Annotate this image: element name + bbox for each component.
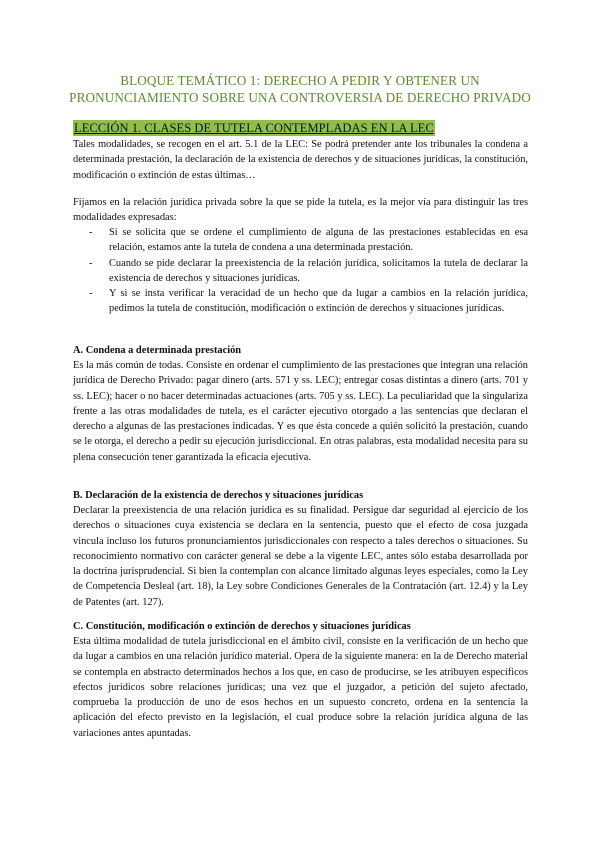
title-line-1: BLOQUE TEMÁTICO 1: DERECHO A PEDIR Y OBTENER UN	[120, 73, 480, 88]
relation-paragraph: Fijamos en la relación jurídica privada sobre la que se pide la tutela, es la mejor vía para distinguir las tres modalidades expresadas:	[73, 197, 528, 224]
list-item-text: Y si se insta verificar la veracidad de un hecho que da lugar a cambios en la relación jurídica, pedimos la tutela de constitución, modificación o extinción de derechos y situaciones jurídicas.	[109, 288, 528, 315]
bullet-dash: -	[89, 257, 93, 269]
list-item-text: Si se solicita que se ordene el cumplimiento de alguna de las prestaciones establecidas en esa relación, estamos ante la tutela de condena a una determinada prestación.	[109, 227, 528, 254]
list-item	[73, 286, 528, 317]
section-a-heading: A. Condena a determinada prestación	[73, 345, 242, 356]
section-b-text: Declarar la preexistencia de una relación jurídica es su finalidad. Persigue dar seguridad al ejercicio de los derechos o situaciones cuya existencia se declara en la sentencia, puesto que el efecto de cosa juzgada vincula incluso los futuros pronunciamientos jurisdiccionales con respecto a tales derechos o situaciones. Su reconocimiento normativo con carácter general se debe a la vigente LEC, antes sólo estaba desarrollada por la doctrina jurisprudencial. Si bien la contemplan con alcance limitado algunas leyes especiales, como la Ley de Competencia Desleal (art. 18), la Ley sobre Condiciones Generales de la Contratación (art. 12.4) y la Ley de Patentes (art. 127).	[73, 505, 528, 608]
section-a-text: Es la más común de todas. Consiste en ordenar el cumplimiento de las prestaciones que integran una relación jurídica de Derecho Privado: pagar dinero (arts. 571 y ss. LEC); entregar cosas distintas a dinero (arts. 701 y ss. LEC); hacer o no hacer determinadas actuaciones (arts. 705 y ss. LEC). La peculiaridad que la singulariza frente a las otras modalidades de tutela, es el carácter ejecutivo otorgado a las sentencias que declaran el derecho a algunas de las prestaciones indicadas. Y es que ésta concede a quién solicitó la prestación, cuando se le otorga, el derecho a pedir su ejecución jurisdiccional. En otras palabras, esta modalidad necesita para su plena consecución tener garantizada la eficacia ejecutiva.	[73, 360, 528, 463]
modalities-list	[73, 225, 528, 317]
list-item-text: Cuando se pide declarar la preexistencia de la relación jurídica, solicitamos la tutela de declarar la existencia de derechos y situaciones jurídicas.	[109, 257, 528, 284]
section-c-heading: C. Constitución, modificación o extinción de derechos y situaciones jurídicas	[73, 621, 411, 632]
section-b-heading: B. Declaración de la existencia de derechos y situaciones jurídicas	[73, 490, 364, 501]
bullet-dash: -	[89, 227, 93, 238]
list-item	[73, 256, 528, 287]
section-c-text: Esta última modalidad de tutela jurisdiccional en el ámbito civil, consiste en la verificación de un hecho que da lugar a cambios en una relación jurídico material. Opera de la siguiente manera: en la de Derecho material se contempla en abstracto determinados hechos a los que, en caso de producirse, se les atribuyen específicos efectos jurídicos sobre relaciones jurídicas; una vez que el juzgador, a petición del sujeto afectado, comprueba la producción de uno de esos hechos en un supuesto concreto, ordena en la sentencia la aplicación del efecto previsto en la legislación, el cual produce sobre la relación jurídica alguna de las variaciones antes apuntadas.	[73, 636, 528, 739]
bullet-dash: -	[89, 288, 93, 299]
title-line-2: PRONUNCIAMIENTO SOBRE UNA CONTROVERSIA DE DERECHO PRIVADO	[69, 90, 531, 105]
list-item	[73, 225, 528, 256]
intro-paragraph: Tales modalidades, se recogen en el art. 5.1 de la LEC: Se podrá pretender ante los tribunales la condena a determinada prestación, la declaración de la existencia de derechos y de situaciones jurídicas, la constitución, modificación o extinción de estas últimas…	[73, 139, 528, 181]
document-title	[60, 72, 540, 106]
lesson-heading: LECCIÓN 1. CLASES DE TUTELA CONTEMPLADAS EN LA LEC	[74, 121, 434, 135]
